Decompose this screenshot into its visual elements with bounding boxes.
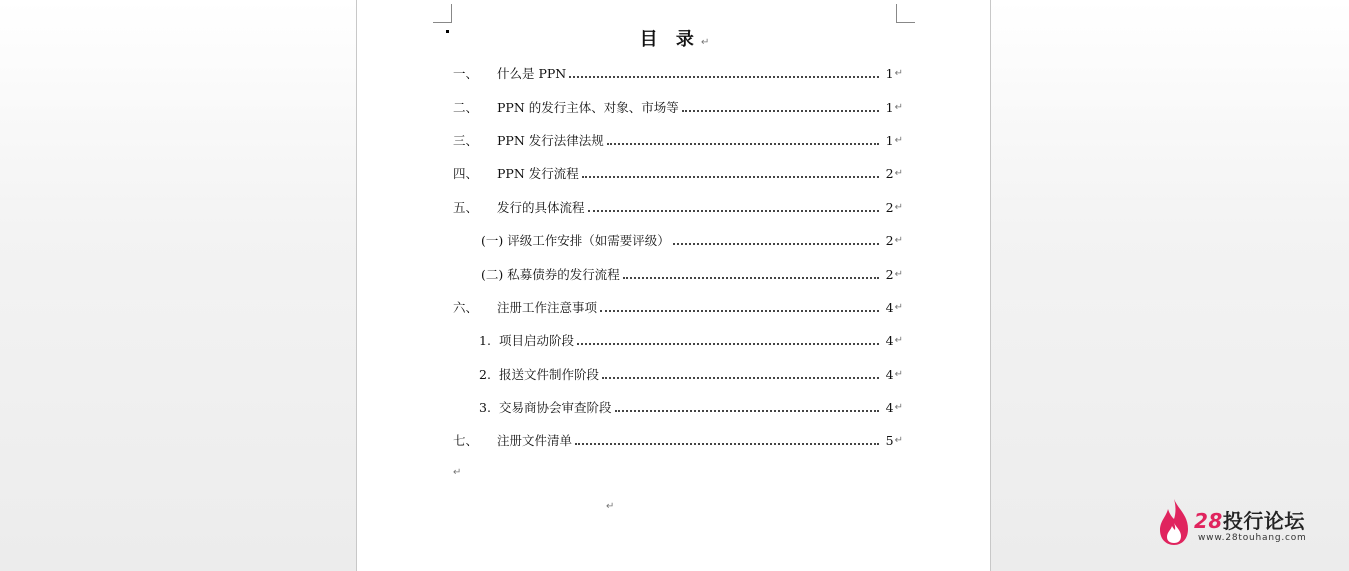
paragraph-mark-icon: ↵	[894, 335, 903, 346]
paragraph-mark-icon: ↵	[700, 37, 710, 48]
paragraph-mark-icon: ↵	[894, 302, 903, 313]
toc-entry[interactable]	[453, 64, 903, 84]
toc-entry-text: 发行的具体流程	[497, 200, 585, 215]
paragraph-mark-icon: ↵	[453, 467, 462, 478]
toc-entry-number: 六、	[453, 300, 479, 315]
toc-entry-text: PPN 发行流程	[497, 166, 579, 181]
toc-entry-text: PPN 发行法律法规	[497, 133, 604, 148]
toc-entry-text: 报送文件制作阶段	[499, 367, 600, 382]
crop-mark-top-right	[896, 4, 915, 23]
paragraph-mark-icon: ↵	[894, 168, 903, 179]
site-watermark	[1156, 497, 1336, 549]
toc-dot-leader	[682, 106, 879, 112]
toc-entry-text: 注册文件清单	[497, 433, 573, 448]
toc-entry[interactable]	[481, 231, 903, 251]
toc-entry-number: 三、	[453, 133, 479, 148]
watermark-url: www.28touhang.com	[1198, 533, 1307, 543]
toc-entry-page-number: 4	[885, 333, 894, 348]
paragraph-mark-icon: ↵	[894, 135, 903, 146]
toc-entry-text: 什么是 PPN	[497, 66, 567, 81]
toc-entry-number: 七、	[453, 433, 479, 448]
toc-entry-page-number: 4	[885, 400, 894, 415]
toc-dot-leader	[673, 239, 879, 245]
toc-entry-number: 1.	[479, 333, 491, 348]
toc-entry-page-number: 4	[885, 300, 894, 315]
toc-entry[interactable]	[481, 265, 903, 285]
toc-entry-page-number: 2	[885, 267, 894, 282]
toc-entry-number: 四、	[453, 166, 479, 181]
watermark-brand: 28投行论坛	[1194, 509, 1305, 533]
toc-entry-page-number: 2	[885, 200, 894, 215]
paragraph-mark-icon: ↵	[894, 269, 903, 280]
toc-entry-number: 二、	[453, 100, 479, 115]
paragraph-mark-icon: ↵	[894, 235, 903, 246]
toc-entry-text: 注册工作注意事项	[497, 300, 598, 315]
toc-dot-leader	[582, 172, 879, 178]
toc-entry-text: 交易商协会审查阶段	[499, 400, 612, 415]
toc-entry-text: (二) 私募债券的发行流程	[481, 267, 620, 282]
toc-dot-leader	[615, 406, 879, 412]
toc-entry-page-number: 5	[885, 433, 894, 448]
paragraph-mark-icon: ↵	[894, 402, 903, 413]
toc-dot-leader	[600, 306, 879, 312]
toc-entry-number: 3.	[479, 400, 491, 415]
toc-dot-leader	[623, 273, 879, 279]
toc-entry-page-number: 1	[885, 100, 894, 115]
toc-entry[interactable]	[453, 298, 903, 318]
toc-entry[interactable]	[479, 398, 903, 418]
toc-dot-leader	[575, 439, 879, 445]
flame-icon	[1156, 497, 1192, 547]
toc-title: 目 录↵	[639, 29, 710, 50]
paragraph-mark-icon: ↵	[894, 202, 903, 213]
toc-dot-leader	[602, 373, 879, 379]
crop-mark-top-left	[433, 4, 452, 23]
toc-entry-page-number: 1	[885, 66, 894, 81]
toc-entry-text: (一) 评级工作安排（如需要评级）	[481, 233, 670, 248]
toc-entry[interactable]	[453, 431, 903, 451]
toc-entry[interactable]	[453, 198, 903, 218]
paragraph-mark-icon: ↵	[894, 68, 903, 79]
toc-entry-page-number: 1	[885, 133, 894, 148]
toc-dot-leader	[577, 339, 879, 345]
toc-entry[interactable]	[479, 331, 903, 351]
paragraph-mark-icon: ↵	[894, 369, 903, 380]
toc-entry[interactable]	[453, 164, 903, 184]
toc-dot-leader	[569, 72, 878, 78]
toc-dot-leader	[607, 139, 879, 145]
paragraph-mark-icon: ↵	[606, 501, 615, 512]
toc-entry-page-number: 2	[885, 166, 894, 181]
toc-entry[interactable]	[479, 365, 903, 385]
paragraph-mark-icon: ↵	[894, 102, 903, 113]
toc-entry[interactable]	[453, 131, 903, 151]
paragraph-mark-icon: ↵	[894, 435, 903, 446]
toc-entry-page-number: 4	[885, 367, 894, 382]
toc-entry-number: 2.	[479, 367, 491, 382]
toc-entry-page-number: 2	[885, 233, 894, 248]
document-page	[356, 0, 991, 571]
toc-dot-leader	[588, 206, 879, 212]
toc-entry-number: 五、	[453, 200, 479, 215]
toc-entry-number: 一、	[453, 66, 479, 81]
toc-entry-text: 项目启动阶段	[499, 333, 575, 348]
toc-entry[interactable]	[453, 98, 903, 118]
toc-entry-text: PPN 的发行主体、对象、市场等	[497, 100, 679, 115]
